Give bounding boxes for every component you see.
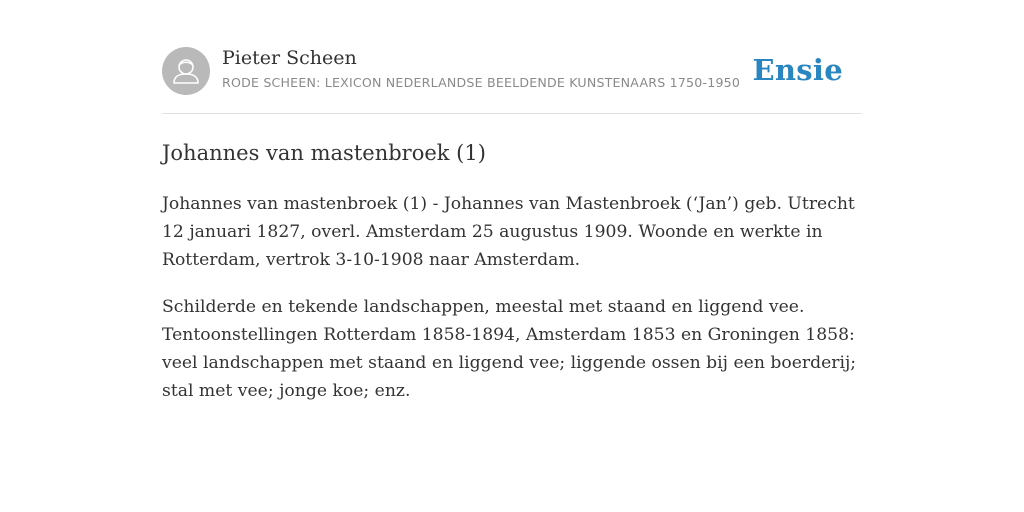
author-avatar[interactable] [162,47,210,95]
entry-card [162,0,862,401]
user-icon [162,47,210,95]
source-label: RODE SCHEEN: LEXICON NEDERLANDSE BEELDENDE KUNSTENAARS 1750-1950 [222,75,741,90]
ensie-logo-link[interactable]: Ensie [752,53,843,87]
body-paragraph: Johannes van mastenbroek (1) - Johannes van Mastenbroek (‘Jan’) geb. Utrecht 12 januari 1827, overl. Amsterdam 25 augustus 1909. Woonde en werkte in Rotterdam, vertrok 3-10-1908 naar Amsterdam. [162,194,855,270]
entry-body [162,190,862,424]
entry-title: Johannes van mastenbroek (1) [162,141,486,165]
body-paragraph: Schilderde en tekende landschappen, meestal met staand en liggend vee. Tentoonstellingen Rotterdam 1858-1894, Amsterdam 1853 en Groningen 1858: veel landschappen met staand en liggend vee; liggende ossen bij een boerderij; stal met vee; jonge koe; enz. [162,297,857,401]
entry-header [162,0,862,114]
author-name-link[interactable]: Pieter Scheen [222,47,357,69]
